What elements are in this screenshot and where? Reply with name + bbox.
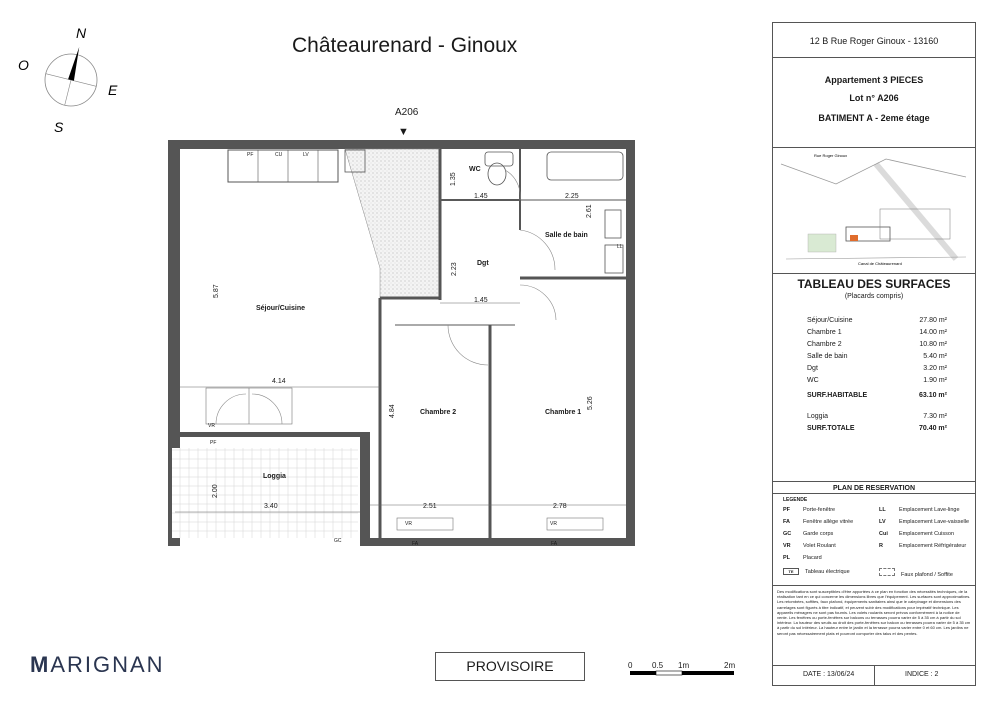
room-sdb: Salle de bain [545, 232, 588, 239]
compass-e: E [108, 82, 118, 98]
indice: INDICE : 2 [905, 671, 939, 678]
legend-item: Cui Emplacement Cuisson [879, 531, 955, 537]
room-ch2: Chambre 2 [420, 409, 457, 416]
scale-0: 0 [628, 661, 633, 670]
loggia-floor [172, 448, 358, 538]
marignan-logo: MARIGNAN [30, 652, 165, 677]
legend-item: TE Tableau électrique [783, 568, 850, 575]
marker-arrow-icon: ▼ [398, 126, 409, 138]
legend-item: LV Emplacement Lave-vaisselle [879, 519, 970, 525]
dim-2-61: 2.61 [586, 204, 593, 218]
tag-pf2: PF [210, 440, 217, 446]
dim-4-84: 4.84 [389, 404, 396, 418]
info-panel [772, 22, 976, 686]
dim-2-78: 2.78 [553, 503, 567, 510]
tag-ll: LL [617, 244, 623, 250]
surface-row: Salle de bain 5.40 m² [807, 353, 947, 360]
tag-vr3: VR [550, 521, 557, 527]
tag-fa1: FA [412, 541, 419, 547]
entry-hall [345, 149, 440, 298]
wall-east [626, 140, 635, 546]
surface-total: SURF.TOTALE 70.40 m² [807, 425, 947, 432]
tag-pf: PF [247, 152, 254, 158]
room-wc: WC [469, 166, 481, 173]
legend-item: VR Volet Roulant [783, 543, 836, 549]
tag-vr: VR [208, 423, 215, 429]
map-street-2: Canal de Châteaurenard [858, 261, 902, 266]
dim-5-87: 5.87 [213, 284, 220, 298]
scale-05: 0.5 [652, 661, 664, 670]
reservation-title: PLAN DE RESERVATION [832, 485, 916, 492]
legend-item: R Emplacement Réfrigérateur [879, 543, 967, 549]
dim-2-51: 2.51 [423, 503, 437, 510]
location-map [776, 149, 972, 269]
tag-gc: GC [334, 538, 342, 544]
wall-south [360, 538, 635, 546]
legend-item: LL Emplacement Lave-linge [879, 507, 960, 513]
disclaimer: Des modifications sont susceptibles d'être apportées à ce plan en fonction des nécessités techniques, de la réalisation tant en ce qui concerne les dimensions libres que l'équipement. Les surfaces sont approximatives. Les retombées, soffites, faux plafond, équipements sanitaires ainsi que le calepinage et dimensions des carrelages sont figurés à titre indicatif, et peuvent subir des modifications pour impératif technique. Les appareils ménagers ne sont pas fournis. Les volets roulants seront prévus conformément à la notice de vente. Les fenêtres ou porte-fenêtres sur balcons ou terrasses pourra varier de 5 à 35 cm à partir du sol intérieur. La hauteur des seuils au droit des porte-fenêtres sur balcon ou terrasses pourra varier de 5 à 35 cm à partir du sol intérieur. La hauteur entre le jardin et la terrasse pourra varier entre 0 et 60 cm. Les jardins ne seront pas nécessairement plats et pourront comporter des talus et des pentes. [777, 589, 971, 636]
legend-item: PF Porte-fenêtre [783, 507, 836, 513]
tag-lv: LV [303, 152, 309, 158]
room-loggia: Loggia [263, 473, 286, 480]
surface-row: Chambre 2 10.80 m² [807, 341, 947, 348]
dim-1-35: 1.35 [450, 172, 457, 186]
surfaces-title: TABLEAU DES SURFACES [797, 277, 951, 291]
scale-2m: 2m [724, 661, 736, 670]
legend-item: FA Fenêtre allège vitrée [783, 519, 854, 525]
dim-5-26: 5.26 [587, 396, 594, 410]
legend-item: PL Placard [783, 555, 822, 561]
surfaces-subtitle: (Placards compris) [844, 293, 904, 300]
wall-north [168, 140, 634, 149]
dim-2-25: 2.25 [565, 193, 579, 200]
page-title: Châteaurenard - Ginoux [292, 34, 518, 57]
compass-n: N [76, 28, 87, 41]
unit-marker-label: A206 [395, 107, 419, 118]
tag-cu: CU [275, 152, 283, 158]
legend-title: LEGENDE [783, 497, 808, 503]
provisoire-stamp: PROVISOIRE [435, 652, 585, 681]
scale-1m: 1m [678, 661, 690, 670]
date: DATE : 13/06/24 [803, 671, 855, 678]
compass-s: S [54, 119, 64, 135]
surface-habitable: SURF.HABITABLE 63.10 m² [807, 392, 947, 399]
surface-loggia: Loggia 7.30 m² [807, 413, 947, 420]
dim-1-45-b: 1.45 [474, 297, 488, 304]
dim-3-40: 3.40 [264, 503, 278, 510]
map-street-1: Rue Roger Ginoux [814, 153, 848, 158]
apartment-type: Appartement 3 PIECES [824, 75, 924, 85]
surface-row: Chambre 1 14.00 m² [807, 329, 947, 336]
tag-vr2: VR [405, 521, 412, 527]
lot-number: Lot n° A206 [849, 93, 899, 103]
dim-1-45-a: 1.45 [474, 193, 488, 200]
address: 12 B Rue Roger Ginoux - 13160 [809, 36, 939, 46]
compass-o: O [18, 57, 29, 73]
room-ch1: Chambre 1 [545, 409, 582, 416]
surface-row: Séjour/Cuisine 27.80 m² [807, 317, 947, 324]
room-sejour: Séjour/Cuisine [256, 305, 306, 312]
dim-4-14: 4.14 [272, 378, 286, 385]
legend-item: GC Garde corps [783, 531, 834, 537]
dim-2-00: 2.00 [212, 484, 219, 498]
wall-loggia-east [360, 432, 370, 546]
surface-row: Dgt 3.20 m² [807, 365, 947, 372]
tag-fa2: FA [551, 541, 558, 547]
dim-2-23: 2.23 [451, 262, 458, 276]
room-dgt: Dgt [477, 260, 489, 267]
batiment: BATIMENT A - 2eme étage [818, 113, 930, 123]
surface-row: WC 1.90 m² [807, 377, 947, 384]
legend-item: Faux plafond / Soffite [879, 568, 953, 578]
wall-sejour-south [168, 432, 370, 437]
